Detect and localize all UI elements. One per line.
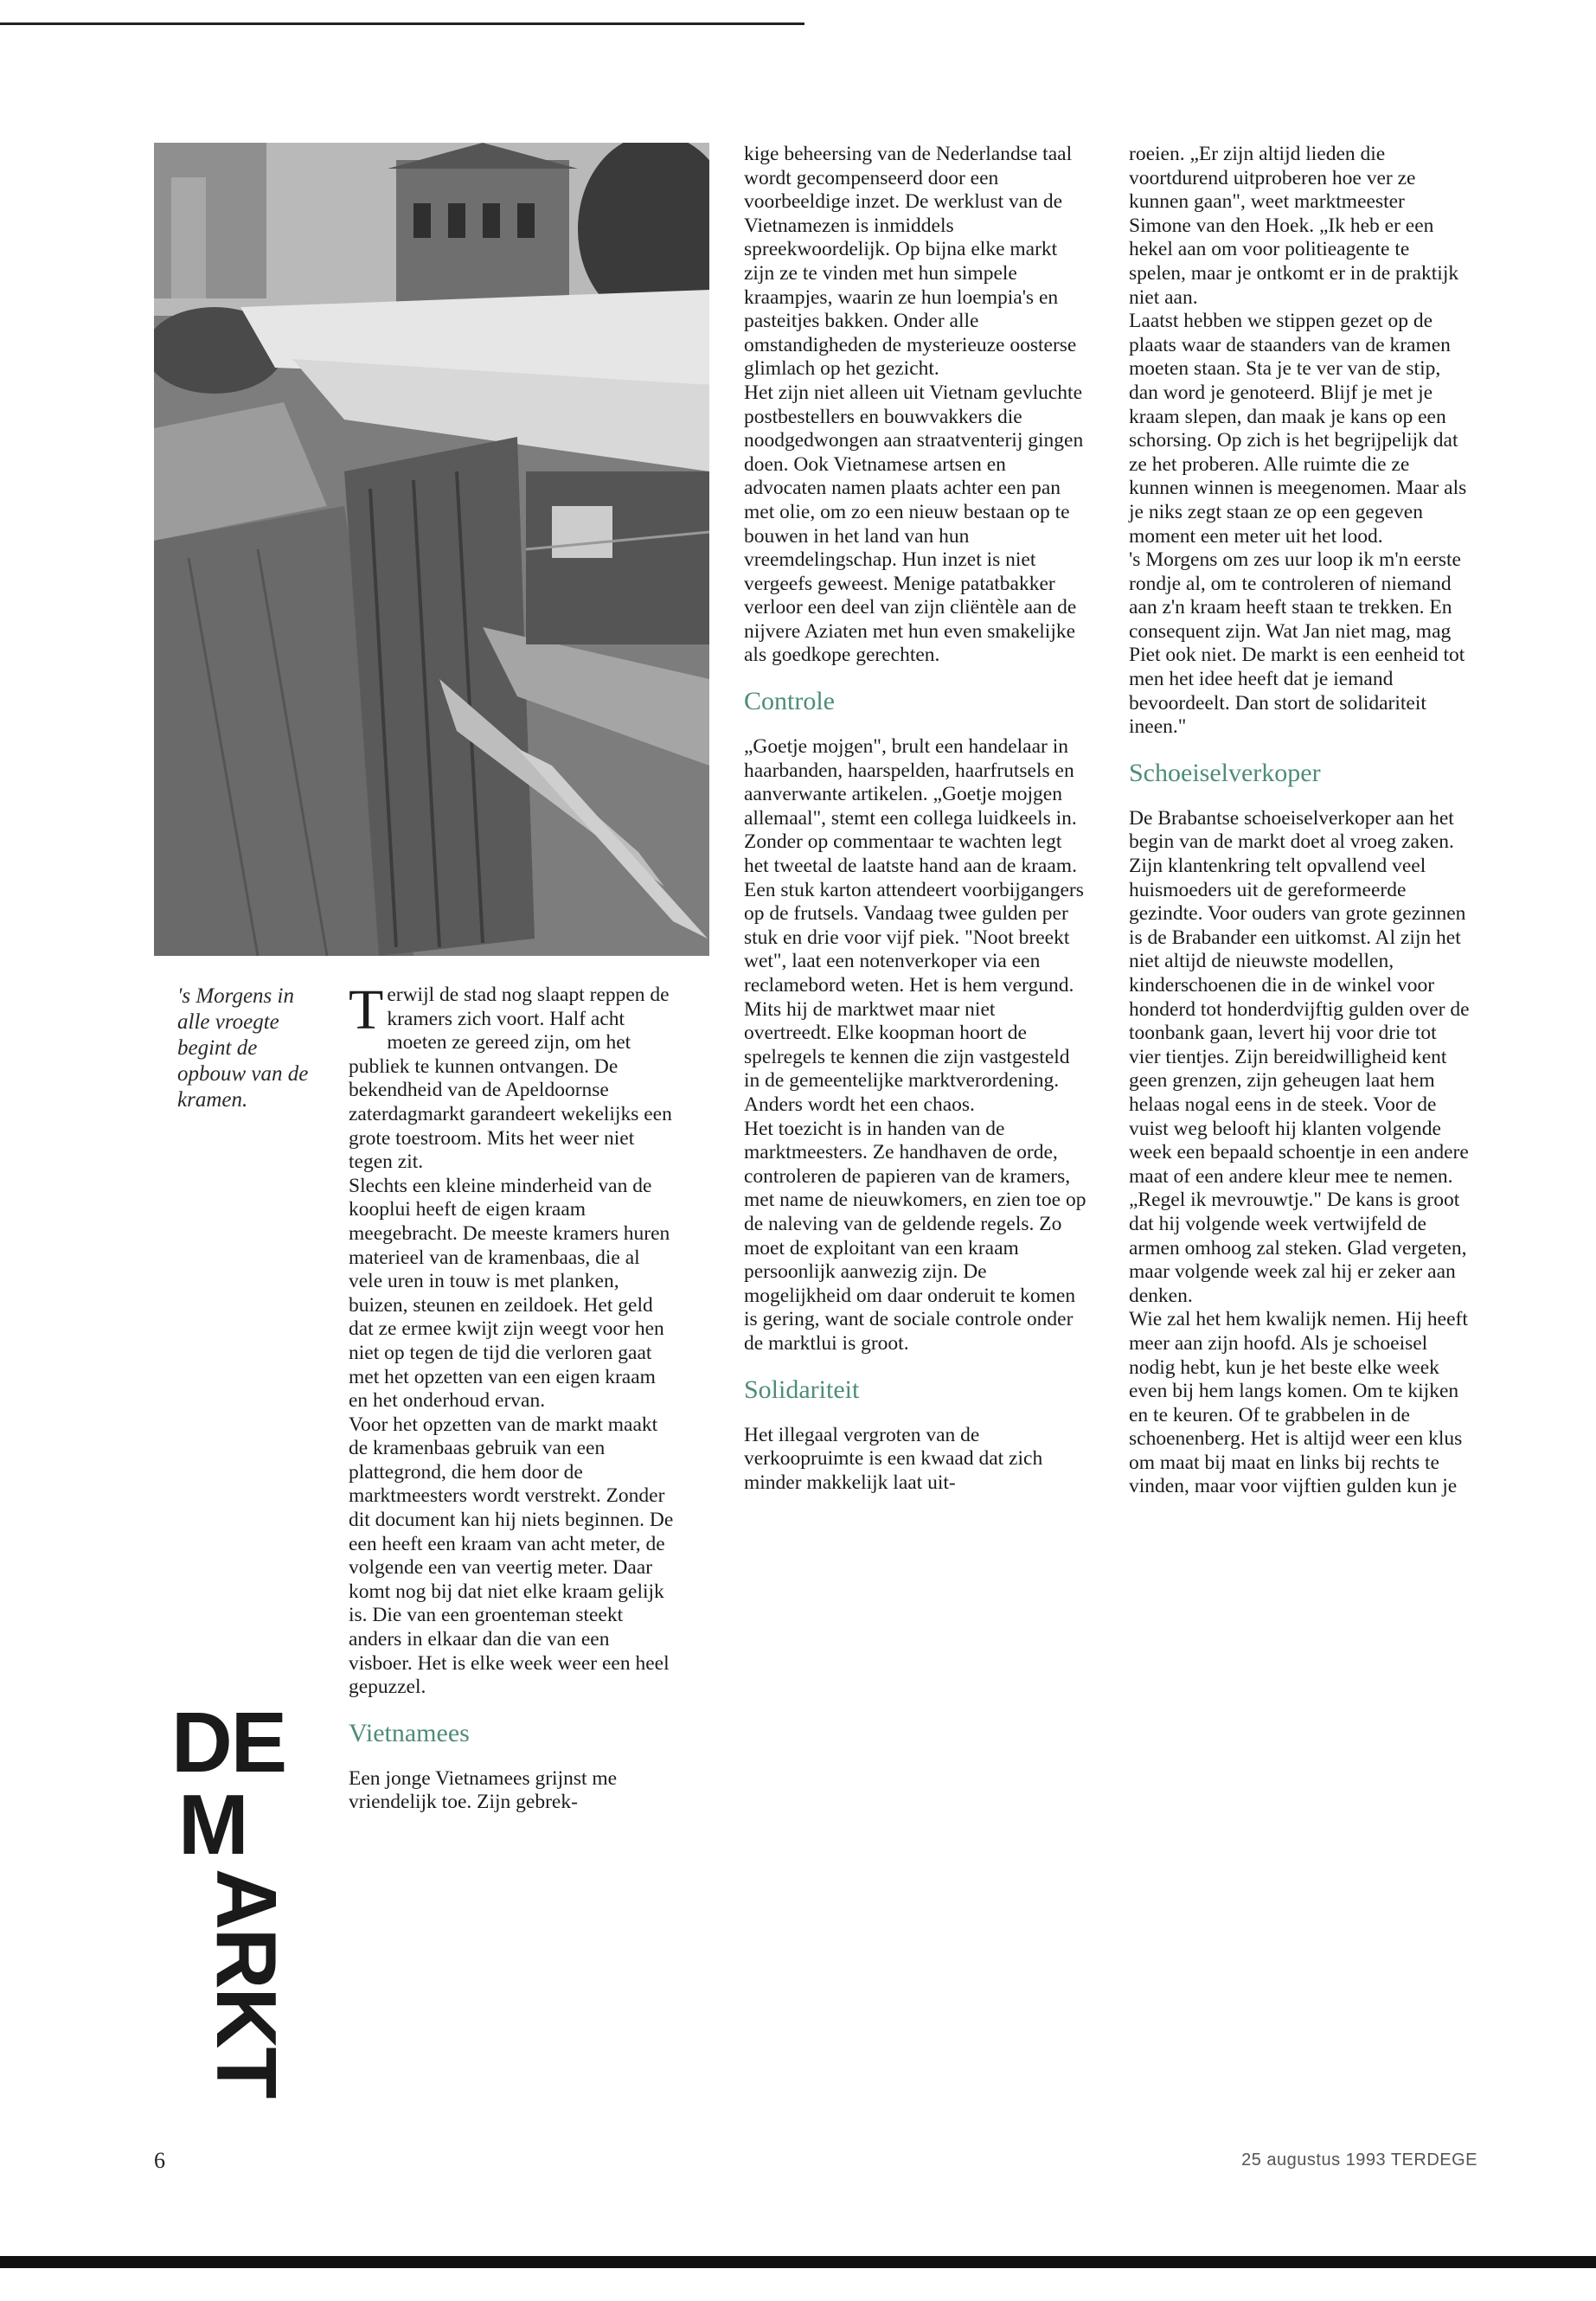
paragraph: Laatst hebben we stippen gezet op de plaats waar de staanders van de kramen moeten staan. Sta je te ver van de stip, dan word je genoteerd. Blijf je met je kraam slepen, dan maak je kans op een schorsing. Op zich is het begrijpelijk dat ze het proberen. Alle ruimte die ze kunnen winnen is meegenomen. Maar als je niks zegt staan ze op een gegeven moment een meter uit het lood. — [1129, 310, 1467, 548]
page-number: 6 — [154, 2148, 165, 2173]
paragraph: roeien. „Er zijn altijd lieden die voortdurend uitproberen hoe ver ze kunnen gaan", weet marktmeester Simone van den Hoek. „Ik heb er een hekel aan om voor politieagente te spelen, maar je ontkomt er in de praktijk niet aan. — [1129, 143, 1459, 309]
subheading-vietnamees: Vietnamees — [349, 1718, 470, 1747]
paragraph: Het zijn niet alleen uit Vietnam gevluchte postbestellers en bouwvakkers die noodgedwongen aan straatventerij gingen doen. Ook Vietnamese artsen en advocaten namen plaats achter een pan met olie, om zo een nieuw bestaan op te bouwen in het land van hun vreemdelingschap. Hun inzet is niet vergeefs geweest. Menige patatbakker verloor een deel van zijn cliëntèle aan de nijvere Aziaten met hun even smakelijke als goedkope gerechten. — [744, 381, 1084, 667]
subheading-solidariteit: Solidariteit — [744, 1375, 860, 1404]
paragraph: De Brabantse schoeiselverkoper aan het begin van de markt doet al vroeg zaken. Zijn klantenkring telt opvallend veel huismoeders uit de gereformeerde gezindte. Voor ouders van grote gezinnen is de Brabander een uitkomst. Al zijn het niet altijd de nieuwste modellen, kinderschoenen die in de winkel voor honderd tot honderdvijftig gulden over de toonbank gaan, levert hij voor drie tot vier tientjes. Zijn bereidwilligheid kent geen grenzen, zijn geheugen laat hem helaas nogal eens in de steek. Voor de vuist weg belooft hij klanten volgende week een bepaald schoentje in een andere maat of een andere kleur mee te nemen. „Regel ik mevrouwtje." De kans is groot dat hij volgende week vertwijfeld de armen omhoog zal steken. Glad vergeten, maar volgende week zal hij er zeker aan denken. — [1129, 806, 1470, 1307]
article-column-1 — [349, 978, 675, 1815]
title-de: DE — [171, 1695, 286, 1790]
paragraph: Slechts een kleine minderheid van de kooplui heeft de eigen kraam meegebracht. De meeste kramers huren materieel van de kramenbaas, die al vele uren in touw is met planken, buizen, steunen en zeildoek. Het geld dat ze ermee kwijt zijn weegt voor hen niet op tegen de tijd die verloren gaat met het opzetten van een eigen kraam en het onderhoud ervan. — [349, 1174, 670, 1413]
paragraph: Het illegaal vergroten van de verkoopruimte is een kwaad dat zich minder makkelijk laat uit- — [744, 1423, 1043, 1494]
issue-date: 25 augustus 1993 TERDEGE — [1241, 2150, 1477, 2170]
section-title — [154, 1695, 318, 2150]
subheading-controle: Controle — [744, 687, 835, 716]
paragraph: erwijl de stad nog slaapt reppen de kramers zich voort. Half acht moeten ze gereed zijn, om het publiek te kunnen ontvangen. De bekendheid van de Apeldoornse zaterdagmarkt garandeert wekelijks een grote toestroom. Mits het weer niet tegen zit. — [349, 984, 672, 1174]
photo-caption: 's Morgens in alle vroegte begint de opbouw van de kramen. — [177, 984, 309, 1112]
article-column-3 — [1129, 143, 1471, 1499]
drop-cap: T — [349, 978, 384, 1042]
paragraph: Een jonge Vietnamees grijnst me vriendelijk toe. Zijn gebrek- — [349, 1766, 618, 1814]
title-m: M — [178, 1777, 249, 1872]
title-arkt: ARKT — [199, 1868, 294, 2098]
paragraph: kige beheersing van de Nederlandse taal wordt gecompenseerd door een voorbeeldige inzet. De werklust van de Vietnamezen is inmiddels spreekwoordelijk. Op bijna elke markt zijn ze te vinden met hun simpele kraampjes, waarin ze hun loempia's en pasteitjes bakken. Onder alle omstandigheden de mysterieuze oosterse glimlach op het gezicht. — [744, 143, 1077, 381]
market-photo — [154, 143, 709, 956]
subheading-schoeiselverkoper: Schoeiselverkoper — [1129, 758, 1321, 787]
paragraph: Wie zal het hem kwalijk nemen. Hij heeft meer aan zijn hoofd. Als je schoeisel nodig hebt, kun je het beste elke week even bij hem langs komen. Om te kijken en te keuren. Of te grabbelen in de schoenenberg. Het is altijd weer een klus om maat bij maat en links bij rechts te vinden, maar voor vijftien gulden kun je — [1129, 1308, 1468, 1498]
top-rule — [0, 22, 804, 25]
paragraph: 's Morgens om zes uur loop ik m'n eerste rondje al, om te controleren of niemand aan z'n kraam heeft staan te trekken. En consequent zijn. Wat Jan niet mag, mag Piet ook niet. De markt is een eenheid tot men het idee heeft dat je iemand bevoordeelt. Dan stort de solidariteit ineen." — [1129, 548, 1465, 739]
paragraph: „Goetje mojgen", brult een handelaar in haarbanden, haarspelden, haarfrutsels en aanverwante artikelen. „Goetje mojgen allemaal", stemt een collega luidkeels in. Zonder op commentaar te wachten legt het tweetal de laatste hand aan de kraam. Een stuk karton attendeert voorbijgangers op de frutsels. Vandaag twee gulden per stuk en drie voor vijf piek. "Noot breekt wet", laat een notenverkoper via een reclamebord weten. Het is hem vergund. Mits hij de marktwet maar niet overtreedt. Elke koopman hoort de spelregels te kennen die zijn vastgesteld in de gemeentelijke marktverordening. Anders wordt het een chaos. — [744, 735, 1084, 1116]
paragraph: Het toezicht is in handen van de marktmeesters. Ze handhaven de orde, controleren de papieren van de kramers, met name de nieuwkomers, en zien toe op de naleving van de geldende regels. Zo moet de exploitant van een kraam persoonlijk aanwezig zijn. De mogelijkheid om daar onderuit te komen is gering, want de sociale controle onder de marktlui is groot. — [744, 1117, 1086, 1355]
paragraph: Voor het opzetten van de markt maakt de kramenbaas gebruik van een plattegrond, die hem door de marktmeesters wordt verstrekt. Zonder dit document kan hij niets beginnen. De een heeft een kraam van acht meter, de volgende een van veertig meter. Daar komt nog bij dat niet elke kraam gelijk is. Die van een groenteman steekt anders in elkaar dan die van een visboer. Het is elke week weer een heel gepuzzel. — [349, 1413, 674, 1699]
bottom-rule — [0, 2256, 1596, 2268]
article-column-2 — [744, 143, 1087, 1495]
